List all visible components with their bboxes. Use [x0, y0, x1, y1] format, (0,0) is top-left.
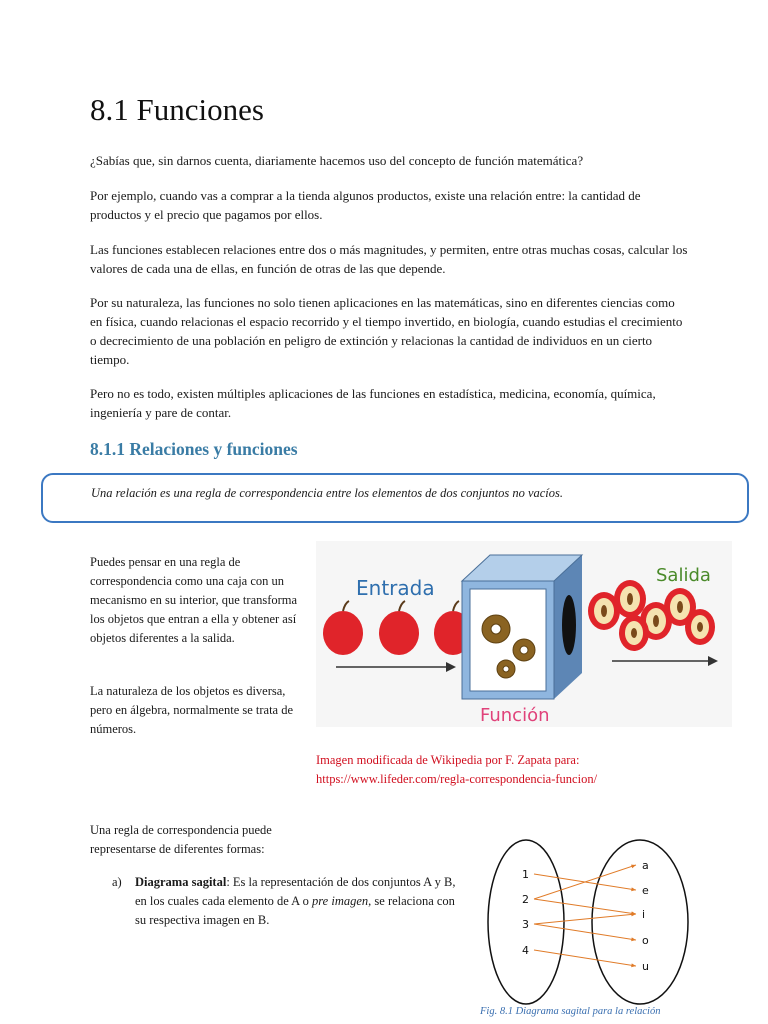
paragraph-sciences: Por su naturaleza, las funciones no solo tienen aplicaciones en las matemáticas, sino en diferentes ciencias como en física, cuando relacionas el espacio recorrido y el tiempo invertido, en biología, cuando estudias el crecimiento o decrecimiento de una población en peligro de extinción y relacionas la cantidad de individuos en un cierto tiempo. [90, 295, 683, 367]
definition-text: Una relación es una regla de correspondencia entre los elementos de dos conjuntos no vacíos. [91, 486, 564, 500]
mapping-arrowhead [631, 887, 636, 891]
set-b-element: o [642, 934, 649, 947]
set-b-element: e [642, 884, 649, 897]
set-b-element: u [642, 960, 649, 973]
term-description-end: , se relaciona con su respectiva imagen en B. [135, 894, 455, 927]
set-b-element: i [642, 908, 646, 921]
definition-box [41, 473, 749, 523]
paragraph-forms: Una regla de correspondencia puede representarse de diferentes formas: [90, 823, 272, 856]
credit-url: https://www.lifeder.com/regla-correspondencia-funcion/ [316, 772, 598, 786]
mapping-arrow [534, 950, 636, 966]
figure-caption: Fig. 8.1 Diagrama sagital para la relación [480, 1006, 661, 1017]
credit-line: Imagen modificada de Wikipedia por F. Zapata para: [316, 753, 580, 767]
section-subtitle: 8.1.1 Relaciones y funciones [90, 439, 298, 459]
paragraph-intro: ¿Sabías que, sin darnos cuenta, diariamente hacemos uso del concepto de función matemática? [90, 153, 584, 168]
term-description: : Es la representación de dos conjuntos A y B, en los cuales cada elemento de A o [135, 875, 456, 908]
set-a-element: 3 [522, 918, 529, 931]
mapping-arrow [534, 924, 636, 940]
paragraph-box-analogy: Puedes pensar en una regla de correspondencia como una caja con un mecanismo en su interior, que transforma los objetos que entran a ella y obtener así objetos diferentes a la salida. [90, 555, 298, 645]
set-a-element: 4 [522, 944, 529, 957]
function-machine-illustration [316, 541, 732, 727]
paragraph-nature: La naturaleza de los objetos es diversa, pero en álgebra, normalmente se trata de números. [90, 684, 294, 736]
function-machine-figure [316, 541, 732, 727]
page-title: 8.1 Funciones [90, 92, 264, 127]
mapping-arrow [534, 914, 636, 924]
mapping-arrowhead [631, 937, 636, 941]
set-a-element: 1 [522, 868, 529, 881]
mapping-arrow [534, 899, 636, 914]
mapping-arrow [534, 865, 636, 899]
paragraph-magnitudes: Las funciones establecen relaciones entre dos o más magnitudes, y permiten, entre otras muchas cosas, calcular los valores de cada una de ellas, en función de otras de las que depende. [90, 242, 688, 276]
mapping-arrowhead [631, 865, 636, 869]
paragraph-example: Por ejemplo, cuando vas a comprar a la tienda algunos productos, existe una relación entre: la cantidad de productos y el precio que pagamos por ellos. [90, 188, 641, 222]
image-credit [316, 751, 597, 789]
sagittal-arrows [534, 865, 636, 968]
list-marker: a) [112, 875, 122, 889]
pre-imagen-emphasis: pre imagen [312, 894, 369, 908]
term-label: Diagrama sagital [135, 875, 227, 889]
funcion-label: Función [480, 705, 550, 726]
set-b-ellipse [592, 840, 688, 1004]
salida-label: Salida [656, 565, 711, 586]
input-apples [323, 601, 472, 655]
list-item-body [135, 873, 465, 930]
set-a-element: 2 [522, 893, 529, 906]
function-box [462, 555, 582, 699]
mapping-arrowhead [631, 963, 636, 967]
paragraph-applications: Pero no es todo, existen múltiples aplicaciones de las funciones en estadística, medicina, economía, química, ingeniería y pare de contar. [90, 386, 656, 420]
output-apples [588, 580, 715, 651]
entrada-label: Entrada [356, 576, 435, 600]
set-b-element: a [642, 859, 649, 872]
sagittal-diagram [478, 836, 698, 1006]
